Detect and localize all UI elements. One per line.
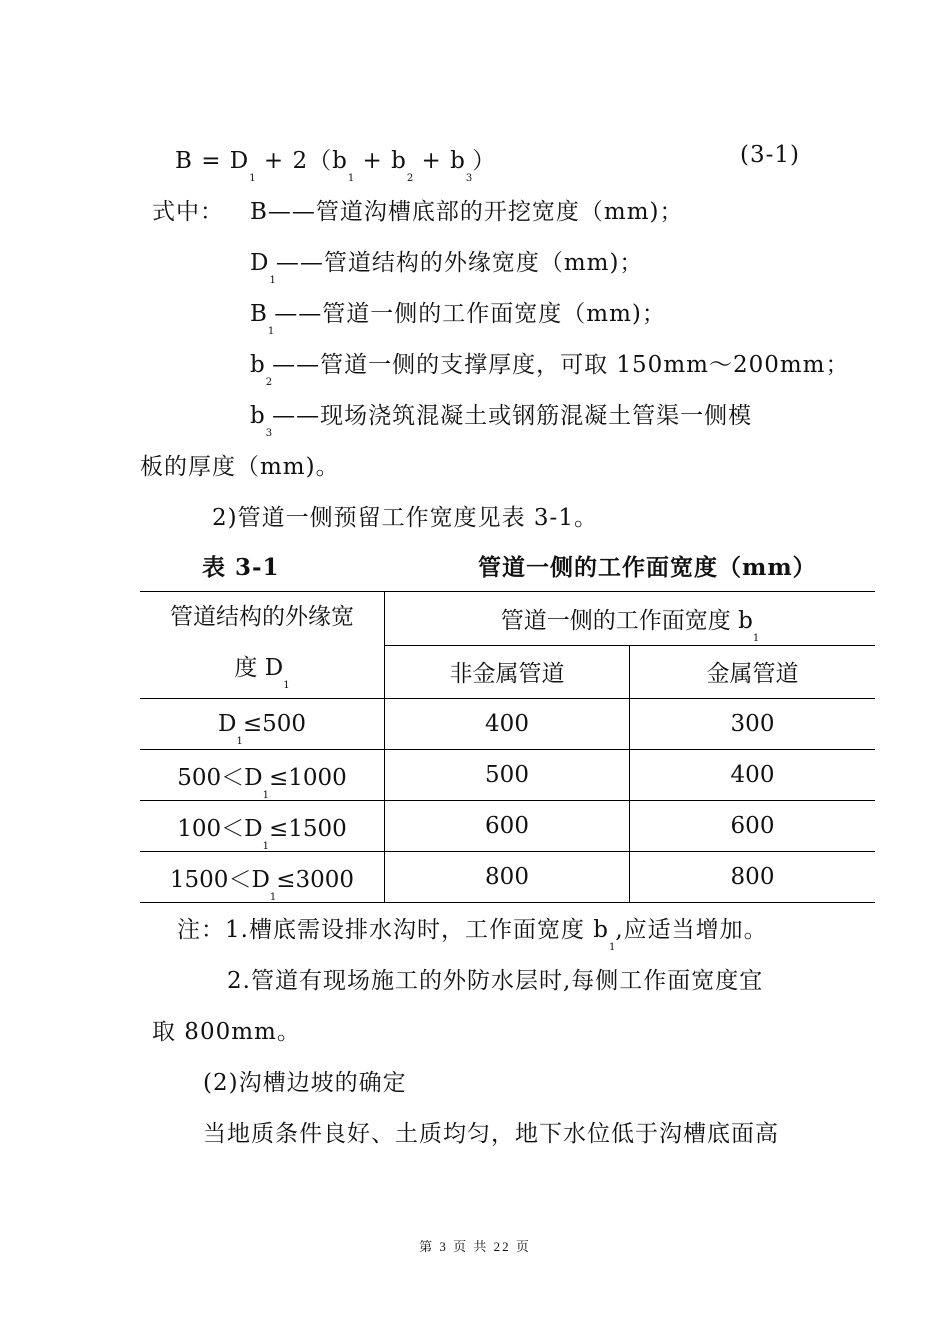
range-pre: D — [218, 711, 237, 737]
header-outer-width — [140, 592, 385, 699]
formula-part: B = D — [175, 148, 250, 174]
range-post: ≤1500 — [268, 815, 347, 842]
note-text: 注：1.槽底需设排水沟时，工作面宽度 b — [177, 917, 609, 943]
symbol-subscript: 3 — [265, 428, 273, 439]
range-subscript: 1 — [269, 891, 277, 903]
paragraph: 2)管道一侧预留工作宽度见表 3-1。 — [212, 505, 598, 531]
table-row — [140, 750, 875, 801]
paragraph: 当地质条件良好、土质均匀，地下水位低于沟槽底面高 — [203, 1121, 779, 1147]
range-cell — [140, 699, 385, 750]
symbol: D — [250, 250, 270, 276]
note-1 — [177, 911, 768, 953]
formula-number: (3-1) — [740, 142, 800, 168]
range-post: ≤500 — [242, 711, 306, 737]
formula-subscript: 3 — [465, 173, 473, 184]
note-2-continued: 取 800mm。 — [152, 1019, 301, 1045]
symbol: b — [250, 352, 266, 378]
nonmetal-cell: 500 — [385, 750, 630, 801]
header-subscript: 1 — [752, 632, 760, 644]
nonmetal-cell: 800 — [385, 852, 630, 903]
header-outer-width-line2 — [140, 643, 384, 698]
range-pre: 100＜D — [177, 815, 263, 842]
symbol-subscript: 1 — [267, 326, 275, 337]
table-title: 管道一侧的工作面宽度（mm） — [478, 554, 817, 581]
header-text: 管道一侧的工作面宽度 b — [500, 607, 753, 634]
symbol: b — [250, 403, 266, 429]
formula-part: + b — [413, 148, 466, 174]
range-post: ≤3000 — [276, 866, 355, 893]
definition-text: ——管道一侧的支撑厚度，可取 150mm～200mm； — [272, 352, 850, 378]
range-pre: 1500＜D — [169, 866, 270, 893]
note-2: 2.管道有现场施工的外防水层时,每侧工作面宽度宜 — [227, 968, 764, 994]
note-subscript: 1 — [608, 942, 616, 953]
range-cell — [140, 750, 385, 801]
table-row — [140, 801, 875, 852]
definition-text: ——管道结构的外缘宽度（mm)； — [275, 250, 644, 276]
symbol-subscript: 2 — [265, 377, 273, 388]
work-width-table — [140, 591, 875, 903]
definition-b: B——管道沟槽底部的开挖宽度（mm)； — [250, 199, 684, 225]
definition-text: ——管道一侧的工作面宽度（mm)； — [274, 301, 666, 327]
table-number: 表 3-1 — [202, 554, 280, 581]
note-text: ,应适当增加。 — [615, 917, 768, 943]
range-subscript: 1 — [262, 789, 269, 801]
table-row — [140, 699, 875, 750]
range-subscript: 1 — [262, 840, 269, 852]
definition-b2 — [250, 346, 850, 388]
formula-part: ） — [472, 148, 497, 174]
range-cell — [140, 801, 385, 852]
definitions-intro: 式中： — [152, 199, 224, 225]
range-pre: 500＜D — [177, 764, 263, 791]
formula-part: + b — [354, 148, 407, 174]
symbol-subscript: 1 — [269, 275, 276, 286]
definition-b1 — [250, 295, 666, 337]
header-metal: 金属管道 — [630, 645, 876, 699]
range-subscript: 1 — [236, 736, 243, 747]
formula-part: + 2（b — [255, 148, 348, 174]
nonmetal-cell: 600 — [385, 801, 630, 852]
header-nonmetal: 非金属管道 — [385, 645, 630, 699]
formula-subscript: 1 — [347, 173, 355, 184]
definition-b3-continued: 板的厚度（mm)。 — [140, 454, 340, 480]
formula-subscript: 2 — [406, 173, 414, 184]
metal-cell: 600 — [630, 801, 876, 852]
symbol: B — [250, 301, 268, 327]
header-text: 度 D — [234, 655, 284, 681]
nonmetal-cell: 400 — [385, 699, 630, 750]
metal-cell: 300 — [630, 699, 876, 750]
definition-b3 — [250, 397, 753, 439]
definition-d1 — [250, 244, 644, 286]
table-row — [140, 852, 875, 903]
section-heading: (2)沟槽边坡的确定 — [203, 1070, 407, 1096]
range-cell — [140, 852, 385, 903]
header-outer-width-line1: 管道结构的外缘宽 — [170, 604, 354, 630]
metal-cell: 800 — [630, 852, 876, 903]
metal-cell: 400 — [630, 750, 876, 801]
range-post: ≤1000 — [268, 764, 347, 791]
formula — [175, 142, 497, 184]
header-group — [385, 592, 876, 646]
page-footer: 第 3 页 共 22 页 — [419, 1239, 531, 1254]
header-subscript: 1 — [283, 680, 290, 691]
definition-text: ——现场浇筑混凝土或钢筋混凝土管渠一侧模 — [272, 403, 753, 429]
formula-subscript: 1 — [249, 173, 256, 184]
